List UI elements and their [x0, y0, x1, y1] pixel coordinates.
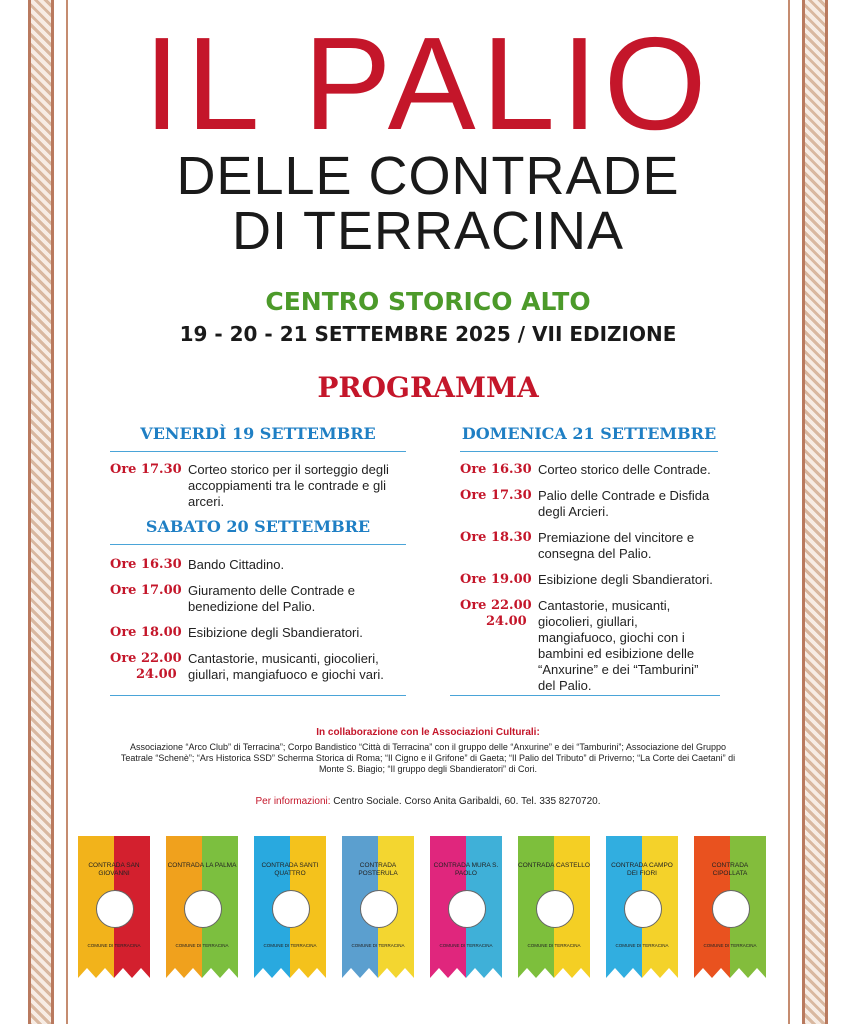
event-text: Cantastorie, musicanti, giocolieri, giullari, mangiafuoco e giochi vari. — [188, 651, 384, 682]
banner-tails — [78, 954, 150, 978]
banner-comune: COMUNE DI TERRACINA — [263, 943, 317, 948]
banner-tails — [254, 954, 326, 978]
event-text: Corteo storico per il sorteggio degli accoppiamenti tra le contrade e gli arceri. — [188, 462, 389, 509]
banner-name: CONTRADA POSTERULA — [358, 862, 398, 877]
poster-title: IL PALIO — [143, 10, 713, 157]
banner-name: CONTRADA CASTELLO — [518, 862, 590, 869]
banner-castello — [518, 836, 590, 978]
event-text: Bando Cittadino. — [188, 557, 285, 572]
programma-heading: PROGRAMMA — [317, 371, 539, 404]
event-text: Giuramento delle Contrade e benedizione del Palio. — [188, 583, 355, 614]
collaboration-text: Associazione “Arco Club” di Terracina”; Corpo Bandistico “Città di Terracina” con il gruppo delle “Anxurine” e dei “Tamburini”; Associazione del Gruppo Teatrale “Schenè”; “Ars Historica SSD” Scherma Storica di Roma; “Il Cigno e il Grifone” di Gaeta; “Il Palio del Tributo” di Priverno; “La Corte dei Caetani” di Monte S. Biagio; “Il gruppo degli Sbandieratori” di Cori. — [120, 742, 736, 774]
collaboration-title: In collaborazione con le Associazioni Culturali: — [316, 727, 540, 738]
castle-crest-icon — [272, 890, 310, 928]
banner-name: CONTRADA CAMPO DEI FIORI — [611, 862, 673, 877]
banner-mura-san-paolo — [430, 836, 502, 978]
event-text: Corteo storico delle Contrade. — [538, 462, 711, 477]
banner-tails — [694, 954, 766, 978]
list-item — [110, 583, 406, 615]
event-time: Ore 17.30 — [110, 462, 182, 477]
castle-crest-icon — [536, 890, 574, 928]
event-time: Ore 17.30 — [460, 488, 532, 503]
list-item — [460, 488, 718, 520]
banner-comune: COMUNE DI TERRACINA — [615, 943, 669, 948]
banner-name: CONTRADA CIPOLLATA — [711, 862, 749, 877]
banner-name: CONTRADA MURA S. PAOLO — [433, 862, 499, 877]
event-time: Ore 16.30 — [110, 557, 182, 572]
contrade-banners — [78, 836, 778, 986]
event-time: Ore 19.00 — [460, 572, 532, 587]
day-header-sunday: DOMENICA 21 SETTEMBRE — [460, 424, 718, 452]
banner-name: CONTRADA SAN GIOVANNI — [88, 862, 140, 877]
event-text: Palio delle Contrade e Disfida degli Arcieri. — [538, 488, 710, 519]
info-label: Per informazioni: — [255, 796, 331, 807]
list-item — [460, 572, 718, 588]
event-time-end: 24.00 — [486, 614, 527, 629]
banner-tails — [166, 954, 238, 978]
event-time: Ore 18.30 — [460, 530, 532, 545]
poster-subtitle-line1: DELLE CONTRADE — [176, 146, 680, 206]
poster-subtitle-line2: DI TERRACINA — [231, 201, 625, 261]
banner-comune: COMUNE DI TERRACINA — [703, 943, 757, 948]
banner-la-palma — [166, 836, 238, 978]
event-dates: 19 - 20 - 21 SETTEMBRE 2025 / VII EDIZIONE — [179, 322, 677, 346]
section-divider-right — [450, 695, 720, 696]
event-time — [110, 651, 188, 683]
event-time: Ore 18.00 — [110, 625, 182, 640]
event-time-end: 24.00 — [136, 667, 177, 682]
banner-tails — [430, 954, 502, 978]
event-text: Premiazione del vincitore e consegna del Palio. — [538, 530, 695, 561]
banner-comune: COMUNE DI TERRACINA — [527, 943, 581, 948]
event-time-start: Ore 22.00 — [110, 651, 182, 666]
banner-tails — [342, 954, 414, 978]
banner-tails — [518, 954, 590, 978]
banner-tails — [606, 954, 678, 978]
info-text: Centro Sociale. Corso Anita Garibaldi, 60. Tel. 335 8270720. — [333, 796, 601, 807]
banner-cipollata — [694, 836, 766, 978]
castle-crest-icon — [624, 890, 662, 928]
section-divider-left — [110, 695, 406, 696]
event-time: Ore 16.30 — [460, 462, 532, 477]
list-item — [110, 557, 406, 573]
event-text: Cantastorie, musicanti, giocolieri, giullari, mangiafuoco, giochi con i bambini ed esibizione delle “Anxurine” e dei “Tamburini” del Palio. — [538, 598, 699, 693]
banner-comune: COMUNE DI TERRACINA — [351, 943, 405, 948]
castle-crest-icon — [184, 890, 222, 928]
banner-comune: COMUNE DI TERRACINA — [439, 943, 493, 948]
event-time-start: Ore 22.00 — [460, 598, 532, 613]
sunday-events — [460, 462, 718, 704]
castle-crest-icon — [360, 890, 398, 928]
castle-crest-icon — [448, 890, 486, 928]
event-text: Esibizione degli Sbandieratori. — [538, 572, 713, 587]
banner-name: CONTRADA LA PALMA — [167, 862, 237, 869]
saturday-events — [110, 557, 406, 693]
castle-crest-icon — [712, 890, 750, 928]
castle-crest-icon — [96, 890, 134, 928]
banner-name: CONTRADA SANTI QUATTRO — [261, 862, 319, 877]
info-line — [0, 796, 856, 807]
list-item — [110, 462, 406, 510]
banner-posterula — [342, 836, 414, 978]
banner-san-giovanni — [78, 836, 150, 978]
list-item — [110, 651, 406, 683]
day-header-saturday: SABATO 20 SETTEMBRE — [110, 517, 406, 545]
location-heading: CENTRO STORICO ALTO — [265, 287, 591, 316]
list-item — [460, 598, 718, 694]
event-time: Ore 17.00 — [110, 583, 182, 598]
list-item — [110, 625, 406, 641]
event-text: Esibizione degli Sbandieratori. — [188, 625, 363, 640]
banner-campo-dei-fiori — [606, 836, 678, 978]
event-time — [460, 598, 538, 694]
friday-events — [110, 462, 406, 520]
banner-santi-quattro — [254, 836, 326, 978]
day-header-friday: VENERDÌ 19 SETTEMBRE — [110, 424, 406, 452]
list-item — [460, 462, 718, 478]
banner-comune: COMUNE DI TERRACINA — [175, 943, 229, 948]
banner-comune: COMUNE DI TERRACINA — [87, 943, 141, 948]
list-item — [460, 530, 718, 562]
